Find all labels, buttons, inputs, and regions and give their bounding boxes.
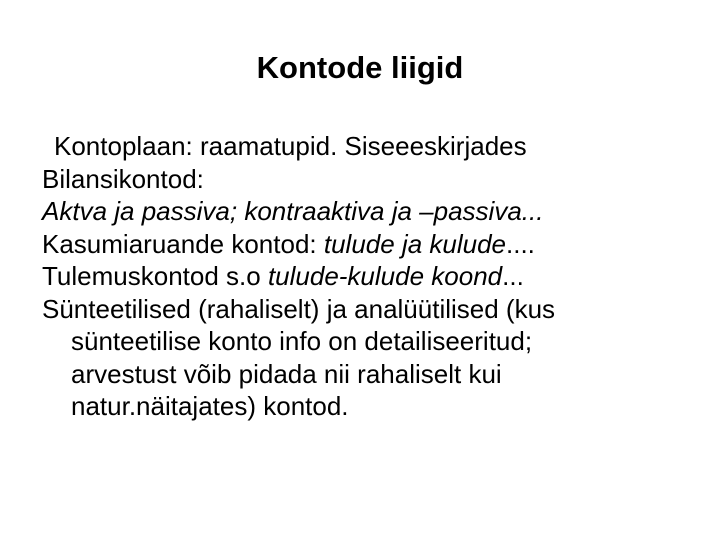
tulemuskontod-prefix: Tulemuskontod s.o [42, 261, 268, 291]
kasumiaruande-italic: tulude ja kulude [323, 228, 506, 259]
slide-title: Kontode liigid [256, 50, 464, 85]
body-line-synteetilise-konto: sünteetilise konto info on detailiseeritud; [71, 326, 533, 356]
slide-body [42, 130, 712, 423]
body-line-bilansikontod: Bilansikontod: [42, 163, 204, 194]
kasumiaruande-prefix: Kasumiaruande kontod: [42, 228, 324, 259]
kasumiaruande-suffix: .... [506, 228, 535, 259]
tulemuskontod-italic: tulude-kulude koond [267, 261, 503, 291]
body-line-kontoplaan: Kontoplaan: raamatupid. Siseeeskirjades [54, 131, 527, 161]
body-line-arvestust: arvestust võib pidada nii rahaliselt kui [71, 358, 502, 389]
body-line-aktiva-passiva: Aktva ja passiva; kontraaktiva ja –passiva... [42, 196, 544, 226]
tulemuskontod-suffix: ... [502, 261, 524, 291]
body-line-tulemuskontod [42, 260, 712, 293]
body-line-natur: natur.näitajates) kontod. [71, 391, 349, 421]
body-line-kasumiaruande [42, 228, 712, 261]
body-line-synteetilised: Sünteetilised (rahaliselt) ja analüütilised (kus [42, 293, 556, 324]
